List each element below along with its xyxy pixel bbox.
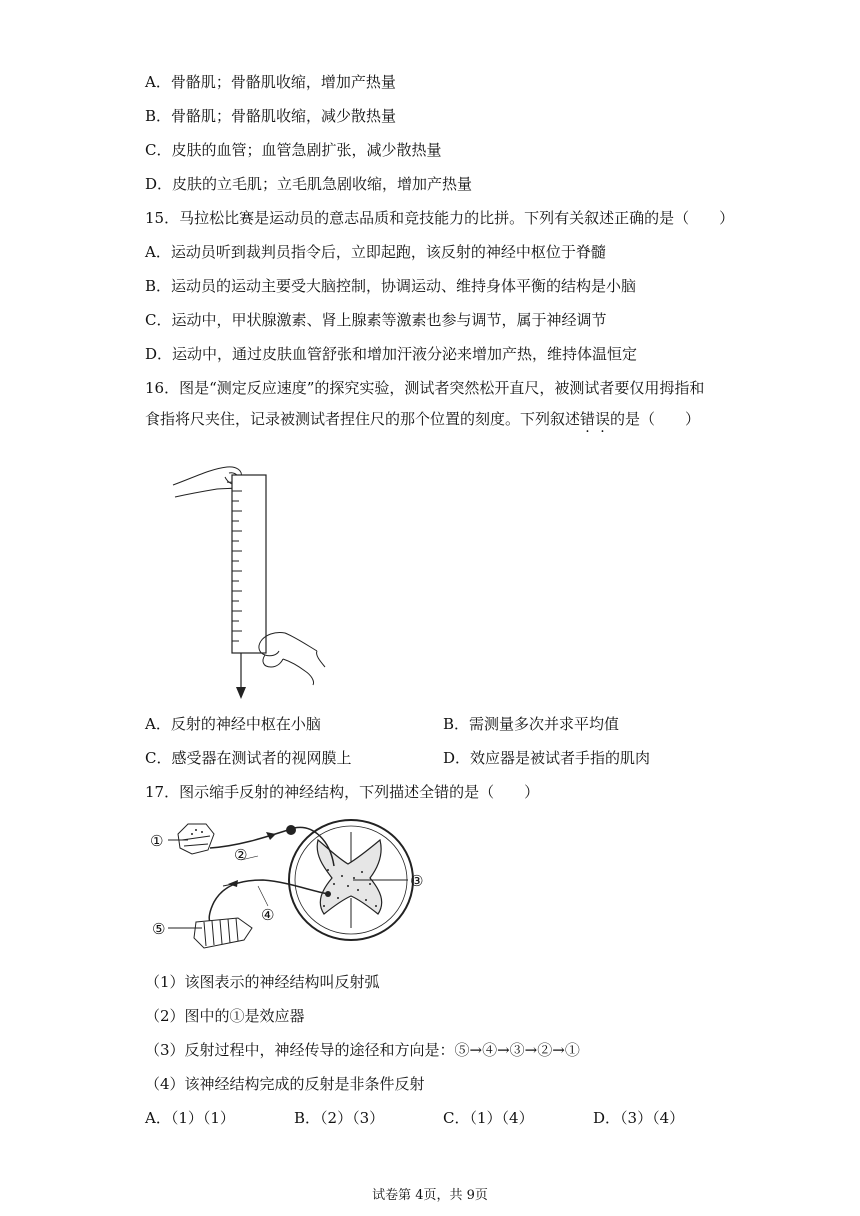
tester-hand-icon — [173, 467, 241, 497]
q17-statement-4: （4）该神经结构完成的反射是非条件反射 — [145, 1075, 425, 1093]
q16-option-c: C．感受器在测试者的视网膜上 — [145, 749, 352, 767]
q15-option-c: C．运动中，甲状腺激素、肾上腺素等激素也参与调节，属于神经调节 — [145, 311, 607, 329]
q16-option-d: D．效应器是被试者手指的肌肉 — [443, 749, 651, 767]
reaction-ruler-figure — [165, 455, 330, 705]
q15-option-d: D．运动中，通过皮肤血管舒张和增加汗液分泌来增加产热，维持体温恒定 — [145, 345, 638, 363]
q15-option-b: B．运动员的运动主要受大脑控制，协调运动、维持身体平衡的结构是小脑 — [145, 277, 637, 295]
subject-hand-icon — [259, 632, 325, 685]
label-1: ① — [150, 832, 164, 850]
q14-option-b: B．骨骼肌；骨骼肌收缩，减少散热量 — [145, 107, 397, 125]
q17-option-d: D．（3）（4） — [593, 1109, 685, 1127]
sensory-neuron — [210, 830, 288, 848]
label-3: ③ — [410, 872, 424, 890]
effector-muscle — [194, 918, 252, 948]
receptor-skin — [178, 824, 214, 854]
label-4: ④ — [261, 906, 275, 924]
q16-stem-text: 食指将尺夹住，记录被测试者捏住尺的那个位置的刻度。下列叙述 — [145, 410, 581, 428]
label-2: ② — [234, 846, 248, 864]
q17-stem: 17．图示缩手反射的神经结构，下列描述全错的是（ ） — [145, 783, 540, 801]
q14-option-d: D．皮肤的立毛肌；立毛肌急剧收缩，增加产热量 — [145, 175, 473, 193]
reflex-arc-figure — [148, 810, 433, 950]
arrow-head-icon — [236, 687, 246, 699]
q17-option-c: C．（1）（4） — [443, 1109, 534, 1127]
q16-emphasis-char: 误 — [595, 410, 611, 428]
q15-option-a: A．运动员听到裁判员指令后，立即起跑，该反射的神经中枢位于脊髓 — [145, 243, 606, 261]
ruler-body — [232, 475, 266, 653]
q16-stem-text: 的是（ ） — [610, 410, 701, 428]
q14-option-a: A．骨骼肌；骨骼肌收缩，增加产热量 — [145, 73, 396, 91]
q16-option-b: B．需测量多次并求平均值 — [443, 715, 620, 733]
q14-option-c: C．皮肤的血管；血管急剧扩张，减少散热量 — [145, 141, 442, 159]
q17-option-a: A．（1）（1） — [145, 1109, 235, 1127]
q16-stem-line1: 16．图是“测定反应速度”的探究实验，测试者突然松开直尺，被测试者要仅用拇指和 — [145, 379, 705, 397]
q17-statement-3: （3）反射过程中，神经传导的途径和方向是：⑤→④→③→②→① — [145, 1041, 580, 1059]
q17-statement-2: （2）图中的①是效应器 — [145, 1007, 305, 1025]
q17-option-b: B．（2）（3） — [294, 1109, 385, 1127]
q16-stem-line2 — [145, 409, 700, 429]
q16-emphasis-char: 错 — [580, 410, 596, 428]
q15-stem: 15．马拉松比赛是运动员的意志品质和竞技能力的比拼。下列有关叙述正确的是（ ） — [145, 209, 735, 227]
q16-option-a: A．反射的神经中枢在小脑 — [145, 715, 321, 733]
page-footer: 试卷第 4页，共 9页 — [372, 1188, 488, 1203]
label-5: ⑤ — [152, 920, 166, 938]
q17-statement-1: （1）该图表示的神经结构叫反射弧 — [145, 973, 380, 991]
gray-matter — [317, 840, 382, 914]
